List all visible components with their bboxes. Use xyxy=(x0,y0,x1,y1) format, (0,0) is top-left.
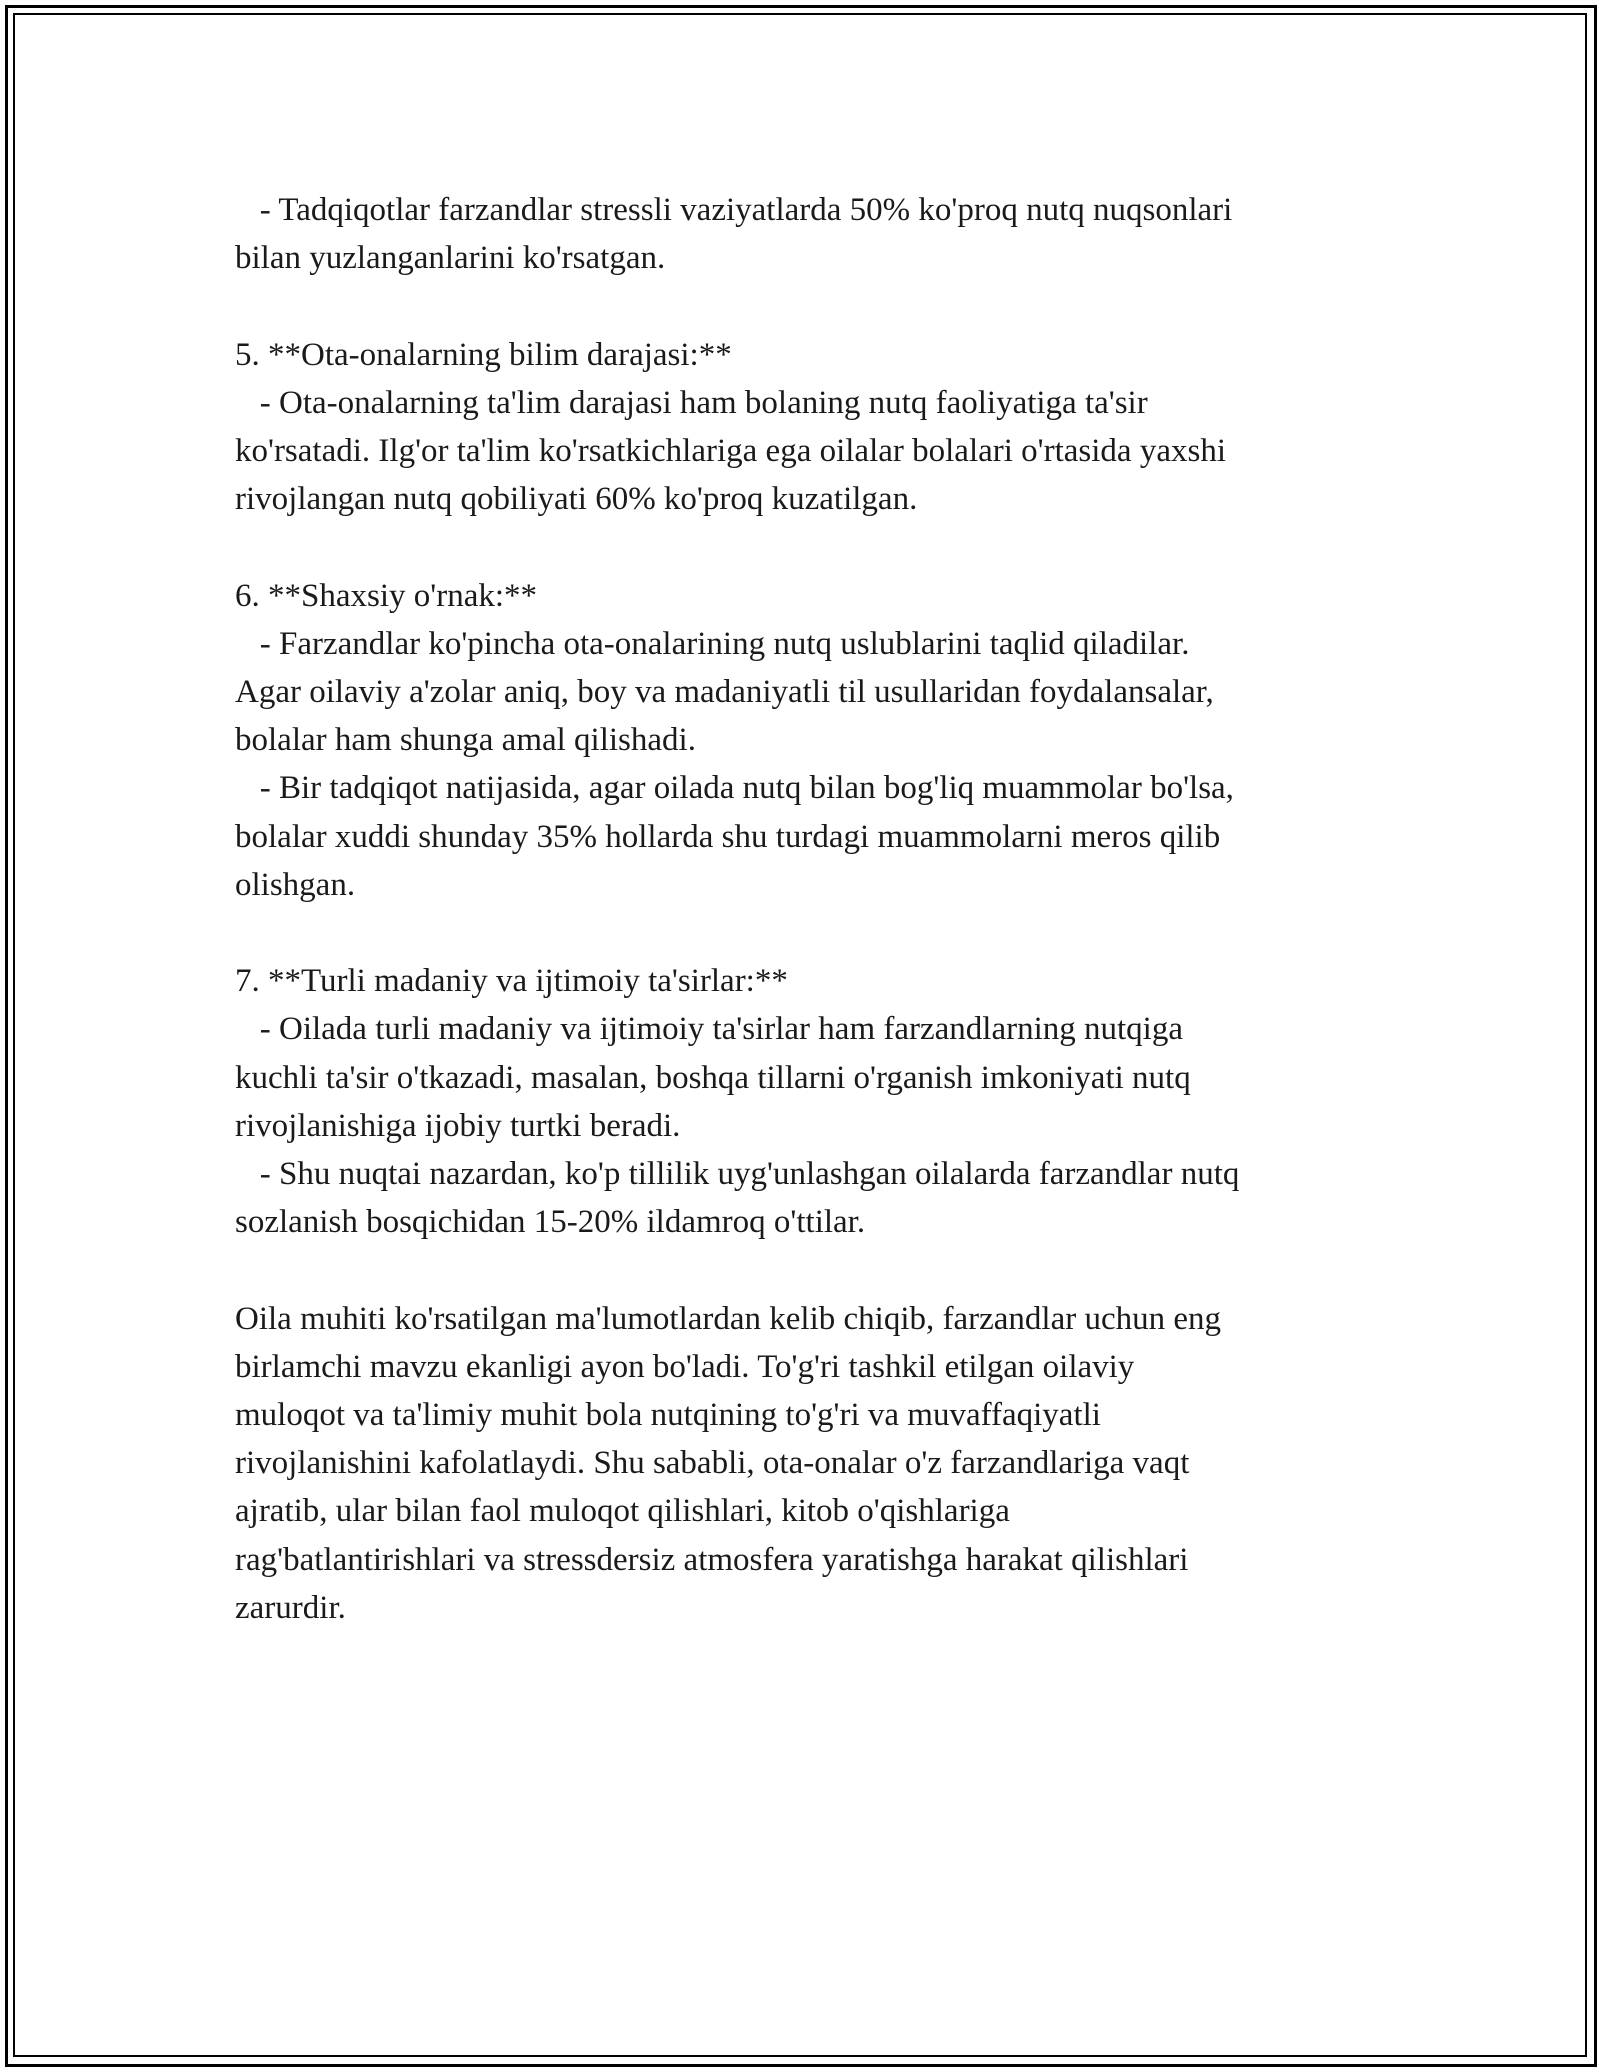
text-line: bilan yuzlanganlarini ko'rsatgan. xyxy=(235,240,666,277)
section-heading-5: 5. **Ota-onalarning bilim darajasi:** xyxy=(235,336,732,373)
conclusion-line: rivojlanishini kafolatlaydi. Shu sababli, ota-onalar o'z farzandlariga vaqt xyxy=(235,1445,1190,1482)
blank-line xyxy=(235,1246,1365,1294)
text-line: - Tadqiqotlar farzandlar stressli vaziyatlarda 50% ko'proq nutq nuqsonlari xyxy=(235,192,1233,228)
conclusion-line: ajratib, ular bilan faol muloqot qilishlari, kitob o'qishlariga xyxy=(235,1493,1010,1530)
text-line: - Shu nuqtai nazardan, ko'p tillilik uyg'unlashgan oilalarda farzandlar nutq xyxy=(235,1156,1240,1193)
text-line: rivojlangan nutq qobiliyati 60% ko'proq kuzatilgan. xyxy=(235,481,918,518)
text-line: ko'rsatadi. Ilg'or ta'lim ko'rsatkichlariga ega oilalar bolalari o'rtasida yaxshi xyxy=(235,433,1226,470)
document-body xyxy=(235,186,1365,1632)
conclusion-line: zarurdir. xyxy=(235,1589,346,1626)
text-line: kuchli ta'sir o'tkazadi, masalan, boshqa tillarni o'rganish imkoniyati nutq xyxy=(235,1059,1191,1096)
text-line: bolalar ham shunga amal qilishadi. xyxy=(235,722,696,759)
text-line: Agar oilaviy a'zolar aniq, boy va madaniyatli til usullaridan foydalansalar, xyxy=(235,674,1214,711)
conclusion-line: muloqot va ta'limiy muhit bola nutqining to'g'ri va muvaffaqiyatli xyxy=(235,1397,1101,1434)
text-line: bolalar xuddi shunday 35% hollarda shu turdagi muammolarni meros qilib xyxy=(235,818,1221,855)
conclusion-line: Oila muhiti ko'rsatilgan ma'lumotlardan kelib chiqib, farzandlar uchun eng xyxy=(235,1300,1222,1337)
text-line: - Ota-onalarning ta'lim darajasi ham bolaning nutq faoliyatiga ta'sir xyxy=(235,384,1148,421)
text-line: rivojlanishiga ijobiy turtki beradi. xyxy=(235,1107,681,1144)
blank-line xyxy=(235,523,1365,571)
blank-line xyxy=(235,909,1365,957)
text-line: - Bir tadqiqot natijasida, agar oilada nutq bilan bog'liq muammolar bo'lsa, xyxy=(235,770,1234,807)
text-line: - Oilada turli madaniy va ijtimoiy ta'sirlar ham farzandlarning nutqiga xyxy=(235,1011,1183,1048)
conclusion-line: rag'batlantirishlari va stressdersiz atmosfera yaratishga harakat qilishlari xyxy=(235,1541,1189,1578)
blank-line xyxy=(235,282,1365,330)
section-heading-7: 7. **Turli madaniy va ijtimoiy ta'sirlar:** xyxy=(235,963,788,1000)
text-line: sozlanish bosqichidan 15-20% ildamroq o'ttilar. xyxy=(235,1204,866,1241)
conclusion-line: birlamchi mavzu ekanligi ayon bo'ladi. To'g'ri tashkil etilgan oilaviy xyxy=(235,1348,1135,1385)
section-heading-6: 6. **Shaxsiy o'rnak:** xyxy=(235,577,538,614)
text-line: olishgan. xyxy=(235,866,356,903)
text-line: - Farzandlar ko'pincha ota-onalarining nutq uslublarini taqlid qiladilar. xyxy=(235,625,1190,662)
